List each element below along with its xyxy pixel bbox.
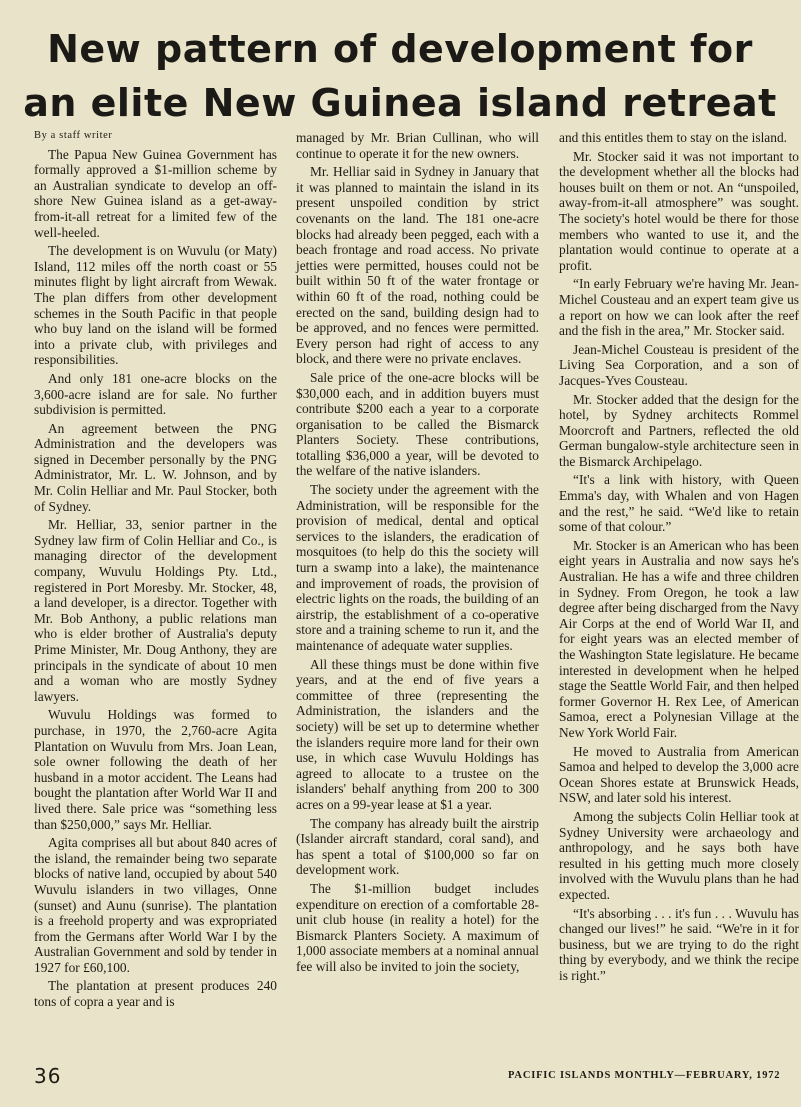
column-2 [296, 130, 539, 977]
paragraph: Among the subjects Colin Helliar took at Sydney University were archaeology and anthropology, and he says both have resulted in his getting much more closely involved with the Wuvulu plans than he had expected. [559, 808, 799, 902]
paragraph: Mr. Stocker added that the design for the hotel, by Sydney architects Rommel Moorcroft and Partners, reflected the old German bungalow-style architecture seen in the Bismarck Archipelago. [559, 391, 799, 469]
paragraph: Mr. Helliar, 33, senior partner in the Sydney law firm of Colin Helliar and Co., is managing director of the development company, Wuvulu Holdings Pty. Ltd., registered in Port Moresby. Mr. Stocker, 48, a land developer, is a director. Together with Mr. Bob Anthony, a public relations man who is elder brother of Australia's deputy Prime Minister, Mr. Doug Anthony, they are principals in the syndicate of about 10 men and a woman who are mostly Sydney lawyers. [34, 517, 277, 704]
paragraph: Mr. Helliar said in Sydney in January that it was planned to maintain the island in its present unspoiled condition by strict covenants on the land. The 181 one-acre blocks had already been pegged, each with a beach frontage and road access. No private jetties were permitted, houses could not be built within 50 ft of the water frontage or within 60 ft of the road, nothing could be erected on the sand, building design had to be approved, and no fences were permitted. Every person had right of access to any block, and there were no private enclaves. [296, 164, 539, 367]
paragraph: The plantation at present produces 240 tons of copra a year and is [34, 978, 277, 1010]
byline: By a staff writer [34, 130, 113, 141]
column-3 [559, 130, 799, 986]
paragraph: Jean-Michel Cousteau is president of the Living Sea Corporation, and a son of Jacques-Yves Cousteau. [559, 341, 799, 388]
paragraph: He moved to Australia from American Samoa and helped to develop the 3,000 acre Ocean Shores estate at Brunswick Heads, NSW, and later sold his interest. [559, 743, 799, 806]
paragraph: Wuvulu Holdings was formed to purchase, in 1970, the 2,760-acre Agita Plantation on Wuvulu from Mrs. Joan Lean, sole owner following the death of her husband in a motor accident. The Leans had bought the plantation after World War II and lived there. Sale price was “something less than $250,000,” says Mr. Helliar. [34, 707, 277, 832]
page-number: 36 [34, 1064, 62, 1088]
paragraph: Mr. Stocker is an American who has been eight years in Australia and now says he's Australian. He has a wife and three children in Sydney. From Oregon, he took a law degree after being discharged from the Navy Air Corps at the end of World War II, and for eight years was an elected member of the Washington State legislature. He became interested in development when he helped stage the Seattle World Fair, and then helped former Governor H. Rex Lee, of American Samoa, erect a Polynesian Village at the New York World Fair. [559, 537, 799, 740]
paragraph: The Papua New Guinea Government has formally approved a $1-million scheme by an Australian syndicate to develop an off-shore New Guinea island as a get-away-from-it-all retreat for a limited few of the well-heeled. [34, 146, 277, 240]
paragraph: and this entitles them to stay on the island. [559, 130, 787, 145]
column-1 [34, 128, 277, 1013]
paragraph: All these things must be done within five years, and at the end of five years a committee of three (representing the Administration, the islanders and the society) will be set up to determine whether the islanders require more land for their own use, in which case Wuvulu Holdings has agreed to allocate to a trustee on the islanders' behalf anything from 200 to 300 acres on a 99-year lease at $1 a year. [296, 656, 539, 812]
paragraph: managed by Mr. Brian Cullinan, who will continue to operate it for the new owners. [296, 130, 539, 161]
paragraph: Agita comprises all but about 840 acres of the island, the remainder being two separate blocks of native land, occupied by about 540 Wuvulu islanders in two villages, Onne (sunset) and Aunu (sunrise). The plantation is a freehold property and was expropriated from the Germans after World War I by the Australian Government and sold by tender in 1927 for £60,100. [34, 835, 277, 975]
paragraph: “In early February we're having Mr. Jean-Michel Cousteau and an expert team give us a report on how we can look after the reef and the fish in the area,” Mr. Stocker said. [559, 276, 799, 339]
paragraph: Sale price of the one-acre blocks will be $30,000 each, and in addition buyers must contribute $200 each a year to a corporate organisation to be called the Bismarck Planters Society. These contributions, totalling $36,000 a year, will be devoted to the welfare of the native islanders. [296, 369, 539, 479]
paragraph: “It's a link with history, with Queen Emma's day, with Whalen and von Hagen and the rest,” he said. “We'd like to retain some of that colour.” [559, 472, 799, 535]
paragraph: And only 181 one-acre blocks on the 3,600-acre island are for sale. No further subdivision is permitted. [34, 370, 277, 418]
paragraph: The company has already built the airstrip (Islander aircraft standard, coral sand), and has spent a total of $100,000 so far on development work. [296, 815, 539, 878]
paragraph: The society under the agreement with the Administration, will be responsible for the provision of medical, dental and optical services to the islanders, the eradication of mosquitoes (to help do this the society will turn a swamp into a lake), the maintenance and improvement of roads, the provision of electric lights on the roads, the building of an airstrip, the establishment of a co-operative store and a training scheme to run it, and the maintenance of adequate water supplies. [296, 482, 539, 653]
paragraph: An agreement between the PNG Administration and the developers was signed in December personally by the PNG Administrator, Mr. L. W. Johnson, and by Mr. Colin Helliar and Mr. Paul Stocker, both of Sydney. [34, 420, 277, 514]
paragraph: The development is on Wuvulu (or Maty) Island, 112 miles off the north coast or 55 minutes flight by light aircraft from Wewak. The plan differs from other development schemes in the South Pacific in that people who buy land on the island will be formed into a private club, with privileges and responsibilities. [34, 243, 277, 368]
headline: New pattern of development for an elite New Guinea island retreat [23, 27, 777, 125]
paragraph: “It's absorbing . . . it's fun . . . Wuvulu has changed our lives!” he said. “We're in it for business, but we are trying to do the right thing by everybody, and we think the recipe is right.” [559, 905, 799, 983]
paragraph: The $1-million budget includes expenditure on erection of a comfortable 28-unit club house (in reality a hotel) for the Bismarck Planters Society. A maximum of 1,000 associate members at a nominal annual fee will also be invited to join the society, [296, 880, 539, 974]
paragraph: Mr. Stocker said it was not important to the development whether all the blocks had houses built on them or not. An “unspoiled, away-from-it-all atmosphere” was sought. The society's hotel would be there for those members who wanted to use it, and the plantation would continue to operate at a profit. [559, 148, 799, 273]
publication-footer: PACIFIC ISLANDS MONTHLY—FEBRUARY, 1972 [508, 1070, 781, 1081]
